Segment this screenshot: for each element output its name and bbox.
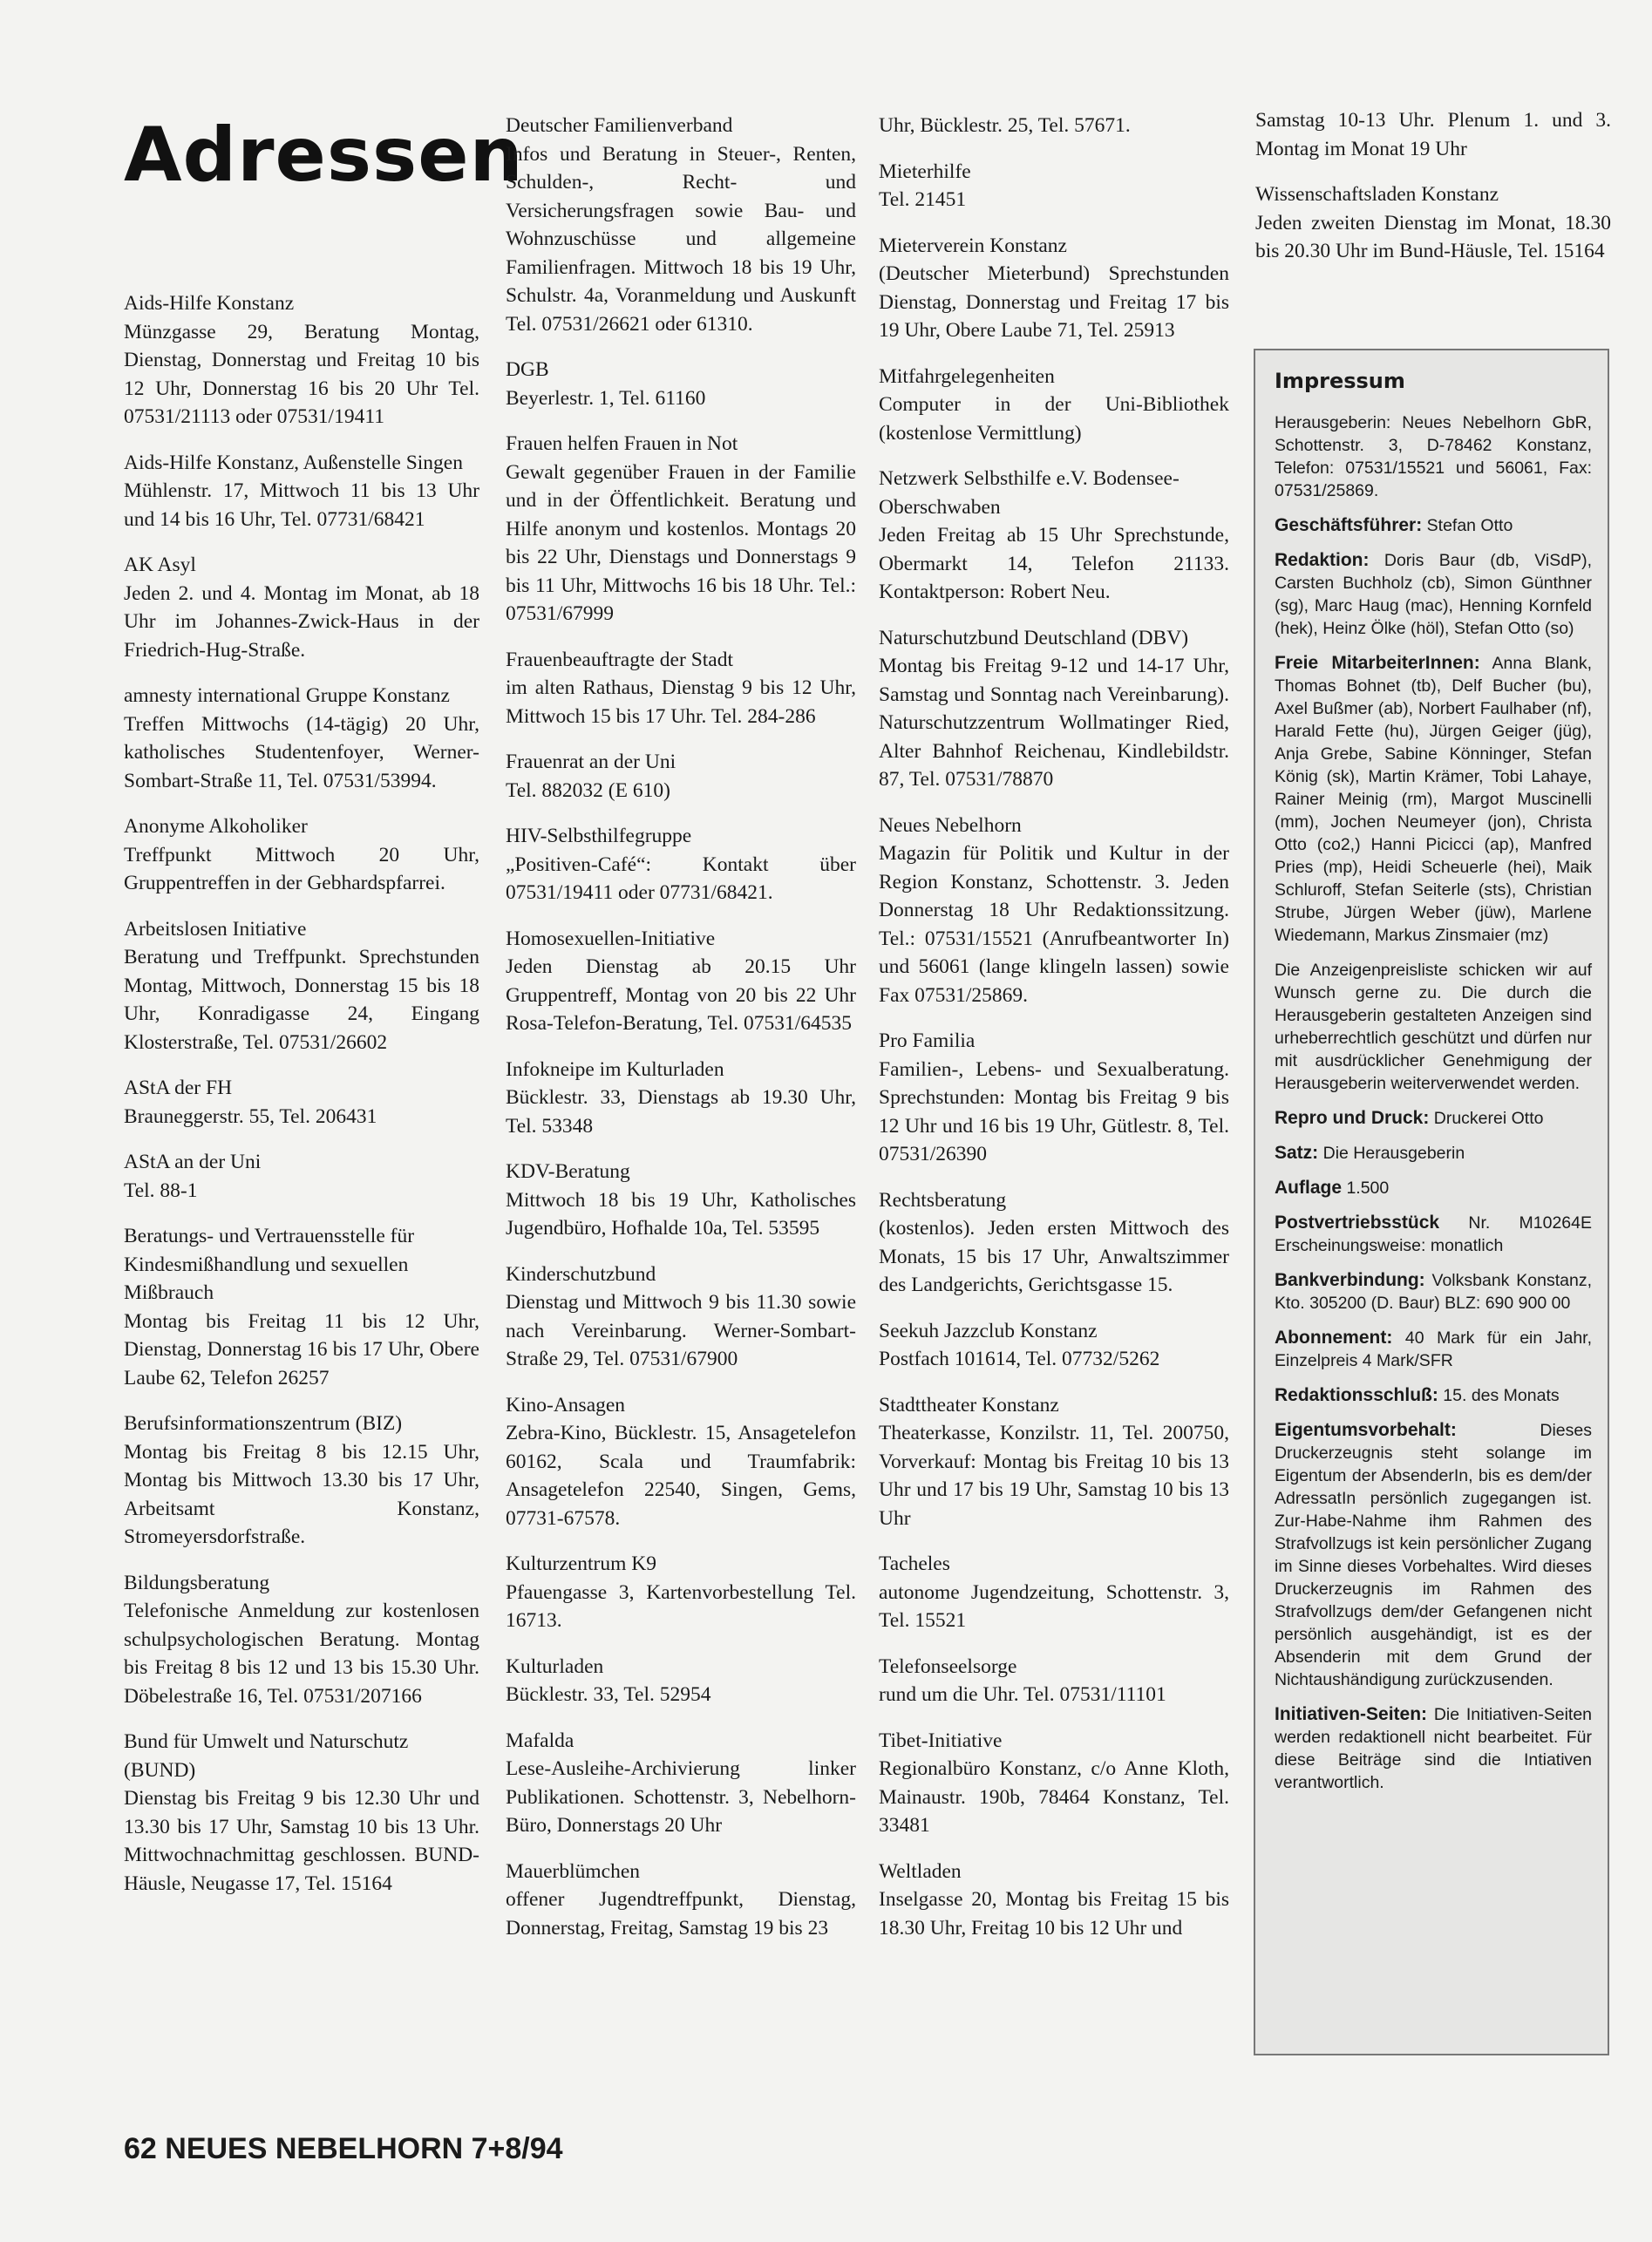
impressum-text: 15. des Monats [1443, 1386, 1560, 1405]
address-entry [879, 1858, 1229, 1943]
impressum-label: Postvertriebsstück [1275, 1213, 1440, 1233]
impressum-label: Satz: [1275, 1143, 1319, 1163]
entry-name: Neues Nebelhorn [879, 813, 1022, 837]
impressum-text: Die Initiativen-Seiten werden redaktionell nicht bearbeitet. Für diese Beiträge sind die Intiativen verantwortlich. [1275, 1705, 1593, 1792]
address-entry [879, 232, 1229, 345]
entry-text: „Positiven-Café“: Kontakt über 07531/19411 oder 07731/68421. [506, 853, 856, 904]
entry-text: (Deutscher Mieterbund) Sprechstunden Dienstag, Donnerstag und Freitag 17 bis 19 Uhr, Obere Laube 71, Tel. 25913 [879, 262, 1229, 342]
impressum-section [1275, 652, 1592, 947]
address-entry [879, 1550, 1229, 1635]
entry-name: AStA der FH [124, 1077, 233, 1099]
entry-text: im alten Rathaus, Dienstag 9 bis 12 Uhr, Mittwoch 15 bis 17 Uhr. Tel. 284-286 [506, 676, 856, 728]
entry-text: Pfauengasse 3, Kartenvorbestellung Tel. 16713. [506, 1580, 856, 1632]
impressum-label: Eigentumsvorbehalt: [1275, 1420, 1457, 1440]
entry-name: Tibet-Initiative [879, 1729, 1003, 1752]
entry-text: Montag bis Freitag 9-12 und 14-17 Uhr, Samstag und Sonntag nach Vereinbarung). Naturschutzzentrum Wollmatinger Ried, Alter Bahnhof Reichenau, Kindlebildstr. 87, Tel. 07531/78870 [879, 655, 1229, 791]
address-column-1 [124, 289, 479, 1915]
entry-name: Netzwerk Selbsthilfe e.V. Bodensee-Oberschwaben [879, 467, 1180, 519]
address-entry [124, 1569, 479, 1711]
impressum-label: Auflage [1275, 1178, 1343, 1198]
entry-text: Computer in der Uni-Bibliothek (kostenlose Vermittlung) [879, 393, 1229, 445]
impressum-section [1275, 1177, 1592, 1199]
address-entry [124, 682, 479, 795]
address-entry [124, 812, 479, 898]
page-footer: 62 NEUES NEBELHORN 7+8/94 [124, 2132, 563, 2165]
entry-text: Tel. 88-1 [124, 1179, 198, 1202]
entry-text: Mühlenstr. 17, Mittwoch 11 bis 13 Uhr und 14 bis 16 Uhr, Tel. 07731/68421 [124, 479, 479, 531]
entry-name: Pro Familia [879, 1029, 976, 1052]
entry-name: Beratungs- und Vertrauensstelle für Kindesmißhandlung und sexuellen Mißbrauch [124, 1225, 415, 1304]
entry-name: Kino-Ansagen [506, 1393, 626, 1417]
address-entry [879, 363, 1229, 448]
entry-text: Infos und Beratung in Steuer-, Renten, Schulden-, Recht- und Versicherungsfragen sowie Bau- und Wohnzuschüsse und allgemeine Familienfragen. Mittwoch 18 bis 19 Uhr, Schulstr. 4a, Voranmeldung und Auskunft Tel. 07531/26621 oder 61310. [506, 142, 856, 336]
entry-text: Zebra-Kino, Bücklestr. 15, Ansagetelefon 60162, Scala und Traumfabrik: Ansagetelefon 22540, Singen, Gems, 07731-67578. [506, 1422, 856, 1530]
impressum-section [1275, 1384, 1592, 1407]
address-entry [879, 1186, 1229, 1300]
address-entry [879, 1727, 1229, 1840]
impressum-text: Nr. M10264E Erscheinungsweise: monatlich [1275, 1213, 1593, 1255]
entry-name: Mitfahrgelegenheiten [879, 364, 1055, 388]
impressum-section [1275, 1107, 1592, 1130]
page-title: Adressen [124, 112, 524, 199]
impressum-section [1275, 1212, 1592, 1257]
entry-name: Frauenbeauftragte der Stadt [506, 648, 734, 671]
impressum-section [1275, 1142, 1592, 1165]
entry-text: Treffen Mittwochs (14-tägig) 20 Uhr, katholisches Studentenfoyer, Werner-Sombart-Straße 11, Tel. 07531/53994. [124, 712, 479, 792]
address-entry [124, 915, 479, 1057]
entry-text: Montag bis Freitag 8 bis 12.15 Uhr, Montag bis Mittwoch 13.30 bis 17 Uhr, Arbeitsamt Konstanz, Stromeyersdorfstraße. [124, 1440, 479, 1548]
entry-name: Rechtsberatung [879, 1188, 1007, 1212]
address-entry [879, 465, 1229, 607]
entry-name: AK Asyl [124, 554, 196, 576]
entry-name: DGB [506, 358, 549, 381]
entry-name: Weltladen [879, 1859, 962, 1883]
impressum-text: Doris Baur (db, ViSdP), Carsten Buchholz (cb), Simon Günthner (sg), Marc Haug (mac), Henning Kornfeld (hek), Heinz Ölke (höl), Stefan Otto (so) [1275, 551, 1592, 638]
address-entry [879, 158, 1229, 214]
entry-text: offener Jugendtreffpunkt, Dienstag, Donnerstag, Freitag, Samstag 19 bis 23 [506, 1888, 856, 1940]
entry-text: Bücklestr. 33, Dienstags ab 19.30 Uhr, Tel. 53348 [506, 1086, 856, 1138]
address-entry [506, 1158, 856, 1243]
impressum-section [1275, 959, 1592, 1095]
address-entry [124, 551, 479, 664]
address-column-2 [506, 112, 856, 1960]
entry-text: Tel. 21451 [879, 188, 967, 211]
entry-name: Kulturzentrum K9 [506, 1552, 656, 1575]
entry-text: Telefonische Anmeldung zur kostenlosen schulpsychologischen Beratung. Montag bis Freitag 8 bis 12 und 13 bis 15.30 Uhr. Döbelestraße 16, Tel. 07531/207166 [124, 1600, 479, 1708]
impressum-label: Bankverbindung: [1275, 1270, 1425, 1290]
address-entry [879, 1653, 1229, 1709]
impressum-section [1275, 549, 1592, 640]
entry-name: Mauerblümchen [506, 1859, 641, 1883]
entry-name: Deutscher Familienverband [506, 114, 733, 137]
impressum-label: Abonnement: [1275, 1328, 1393, 1348]
address-entry [506, 646, 856, 731]
impressum-text: 40 Mark für ein Jahr, Einzelpreis 4 Mark/SFR [1275, 1328, 1593, 1370]
entry-text: Jeden Freitag ab 15 Uhr Sprechstunde, Obermarkt 14, Telefon 21133. Kontaktperson: Robert Neu. [879, 524, 1229, 603]
address-entry [506, 1653, 856, 1709]
impressum-text: Die Herausgeberin [1322, 1144, 1465, 1163]
entry-name: Kinderschutzbund [506, 1262, 656, 1286]
address-entry [506, 112, 856, 338]
entry-text: autonome Jugendzeitung, Schottenstr. 3, Tel. 15521 [879, 1580, 1229, 1632]
impressum-section [1275, 1269, 1592, 1315]
address-entry [124, 1410, 479, 1552]
entry-name: Mieterhilfe [879, 160, 971, 183]
impressum-label: Repro und Druck: [1275, 1108, 1430, 1128]
entry-name: Naturschutzbund Deutschland (DBV) [879, 626, 1189, 649]
address-entry [506, 1260, 856, 1374]
address-entry [879, 812, 1229, 1010]
entry-text: Mittwoch 18 bis 19 Uhr, Katholisches Jugendbüro, Hofhalde 10a, Tel. 53595 [506, 1188, 856, 1240]
address-entry [124, 1074, 479, 1131]
entry-text: Samstag 10-13 Uhr. Plenum 1. und 3. Montag im Monat 19 Uhr [1255, 109, 1611, 160]
impressum-section [1275, 1419, 1592, 1691]
entry-name: Wissenschaftsladen Konstanz [1255, 183, 1499, 206]
entry-name: Berufsinformationszentrum (BIZ) [124, 1412, 403, 1435]
entry-name: Aids-Hilfe Konstanz, Außenstelle Singen [124, 451, 463, 474]
entry-text: Dienstag und Mittwoch 9 bis 11.30 sowie nach Vereinbarung. Werner-Sombart-Straße 29, Tel. 07531/67900 [506, 1291, 856, 1370]
address-entry [506, 1391, 856, 1533]
impressum-text: 1.500 [1346, 1179, 1390, 1198]
impressum-label: Initiativen-Seiten: [1275, 1704, 1428, 1724]
impressum-section [1275, 514, 1592, 537]
entry-name: AStA an der Uni [124, 1151, 262, 1173]
address-entry [124, 1728, 479, 1898]
entry-text: Magazin für Politik und Kultur in der Region Konstanz, Schottenstr. 3. Jeden Donnerstag 18 Uhr Redaktionssitzung. Tel.: 07531/15521 (Anrufbeantworter In) und 56061 (lange klingeln lassen) sowie Fax 07531/25869. [879, 842, 1229, 1007]
address-entry [1255, 180, 1611, 266]
entry-name: HIV-Selbsthilfegruppe [506, 825, 692, 847]
entry-name: amnesty international Gruppe Konstanz [124, 684, 450, 707]
entry-text: Dienstag bis Freitag 9 bis 12.30 Uhr und 13.30 bis 17 Uhr, Samstag 10 bis 13 Uhr. Mittwochnachmittag geschlossen. BUND-Häusle, Neugasse 17, Tel. 15164 [124, 1787, 479, 1895]
address-entry [879, 1317, 1229, 1374]
entry-text: Gewalt gegenüber Frauen in der Familie und in der Öffentlichkeit. Beratung und Hilfe anonym und kostenlos. Montags 20 bis 22 Uhr, Dienstags und Donnerstags 9 bis 11 Uhr, Mittwochs 16 bis 18 Uhr. Tel.: 07531/67999 [506, 460, 856, 625]
entry-text: Jeden 2. und 4. Montag im Monat, ab 18 Uhr im Johannes-Zwick-Haus in der Friedrich-Hug-Straße. [124, 581, 479, 662]
entry-name: Mafalda [506, 1729, 574, 1752]
address-entry [124, 449, 479, 534]
address-entry [879, 1027, 1229, 1169]
entry-name: Frauenrat an der Uni [506, 751, 676, 773]
entry-text: Theaterkasse, Konzilstr. 11, Tel. 200750, Vorverkauf: Montag bis Freitag 10 bis 13 Uhr und 17 bis 19 Uhr, Samstag 10 bis 13 Uhr [879, 1422, 1229, 1530]
entry-name: Anonyme Alkoholiker [124, 815, 308, 838]
entry-text: Montag bis Freitag 11 bis 12 Uhr, Dienstag, Donnerstag 16 bis 17 Uhr, Obere Laube 62, Telefon 26257 [124, 1309, 479, 1389]
address-entry [506, 748, 856, 805]
address-entry [1255, 106, 1611, 163]
address-entry [124, 1222, 479, 1392]
address-entry [506, 1056, 856, 1141]
impressum-label: Geschäftsführer: [1275, 515, 1423, 535]
address-entry [879, 624, 1229, 794]
address-entry [506, 1550, 856, 1635]
entry-name: Infokneipe im Kulturladen [506, 1057, 724, 1081]
impressum-label: Redaktion: [1275, 550, 1370, 570]
impressum-text: Volksbank Konstanz, Kto. 305200 (D. Baur) BLZ: 690 900 00 [1275, 1271, 1592, 1313]
entry-name: KDV-Beratung [506, 1160, 630, 1183]
address-entry [879, 112, 1229, 140]
address-entry [124, 289, 479, 431]
entry-text: Familien-, Lebens- und Sexualberatung. Sprechstunden: Montag bis Freitag 9 bis 12 Uhr und 16 bis 19 Uhr, Gütlestr. 8, Tel. 07531/26390 [879, 1057, 1229, 1165]
entry-text: Münzgasse 29, Beratung Montag, Dienstag, Donnerstag und Freitag 10 bis 12 Uhr, Donnerstag 16 bis 20 Uhr Tel. 07531/21113 oder 07531/19411 [124, 320, 479, 428]
address-entry [506, 822, 856, 907]
impressum-label: Freie MitarbeiterInnen: [1275, 653, 1480, 673]
address-entry [124, 1148, 479, 1205]
entry-text: Inselgasse 20, Montag bis Freitag 15 bis 18.30 Uhr, Freitag 10 bis 12 Uhr und [879, 1888, 1229, 1940]
entry-name: Bund für Umwelt und Naturschutz (BUND) [124, 1730, 409, 1782]
entry-text: Regionalbüro Konstanz, c/o Anne Kloth, Mainaustr. 190b, 78464 Konstanz, Tel. 33481 [879, 1757, 1229, 1837]
entry-text: Bücklestr. 33, Tel. 52954 [506, 1683, 711, 1706]
entry-name: Aids-Hilfe Konstanz [124, 292, 295, 315]
entry-text: Jeden zweiten Dienstag im Monat, 18.30 bis 20.30 Uhr im Bund-Häusle, Tel. 15164 [1255, 211, 1611, 262]
impressum-text: Herausgeberin: Neues Nebelhorn GbR, Schottenstr. 3, D-78462 Konstanz, Telefon: 07531/15521 und 56061, Fax: 07531/25869. [1275, 413, 1592, 500]
entry-text: rund um die Uhr. Tel. 07531/11101 [879, 1683, 1166, 1706]
entry-text: Tel. 882032 (E 610) [506, 778, 670, 802]
impressum-section [1275, 411, 1592, 502]
impressum-title: Impressum [1275, 369, 1405, 393]
address-entry [506, 356, 856, 412]
address-entry [506, 430, 856, 628]
impressum-text: Dieses Druckerzeugnis steht solange im Eigentum der AbsenderIn, bis es dem/der AdressatIn persönlich zugegangen ist. Zur-Habe-Nahme ihm Rahmen des Strafvollzugs ist kein persönlicher Zugang im Sinne dieses Vorbehaltes. Wird dieses Druckerzeugnis im Rahmen des Strafvollzugs dem/der Gefangenen nicht persönlich ausgehändigt, ist es der Absenderin mit dem Grund der Nichtaushändigung zurückzusenden. [1275, 1421, 1592, 1689]
entry-text: Treffpunkt Mittwoch 20 Uhr, Gruppentreffen in der Gebhardspfarrei. [124, 843, 479, 894]
impressum-text: Stefan Otto [1426, 516, 1513, 535]
entry-name: Homosexuellen-Initiative [506, 927, 716, 950]
impressum-section [1275, 1703, 1592, 1794]
impressum-box [1254, 349, 1609, 2055]
entry-text: Postfach 101614, Tel. 07732/5262 [879, 1348, 1160, 1370]
entry-text: Uhr, Bücklestr. 25, Tel. 57671. [879, 114, 1131, 137]
entry-name: Stadttheater Konstanz [879, 1393, 1059, 1417]
impressum-section [1275, 1327, 1592, 1372]
entry-name: Mieterverein Konstanz [879, 234, 1067, 257]
entry-name: Telefonseelsorge [879, 1654, 1017, 1678]
entry-name: Arbeitslosen Initiative [124, 917, 307, 941]
entry-name: Frauen helfen Frauen in Not [506, 432, 738, 455]
address-entry [879, 1391, 1229, 1533]
entry-name: Kulturladen [506, 1654, 604, 1678]
impressum-text: Die Anzeigenpreisliste schicken wir auf Wunsch gerne zu. Die durch die Herausgeberin gestalteten Anzeigen sind urheberrechtlich geschützt und dürfen nur mit ausdrücklicher Genehmigung der Herausgeberin weiterverwendet werden. [1275, 961, 1592, 1093]
entry-text: (kostenlos). Jeden ersten Mittwoch des Monats, 15 bis 17 Uhr, Anwaltszimmer des Landgerichts, Gerichtsgasse 15. [879, 1217, 1229, 1296]
impressum-text: Druckerei Otto [1433, 1109, 1544, 1128]
address-entry [506, 1727, 856, 1840]
entry-text: Brauneggerstr. 55, Tel. 206431 [124, 1104, 377, 1128]
entry-text: Lese-Ausleihe-Archivierung linker Publikationen. Schottenstr. 3, Nebelhorn-Büro, Donnerstags 20 Uhr [506, 1757, 856, 1837]
impressum-text: Anna Blank, Thomas Bohnet (tb), Delf Bucher (bu), Axel Bußmer (ab), Norbert Faulhaber (nf), Harald Fette (hu), Jürgen Geiger (jüg), Anja Grebe, Sabine Könninger, Stefan König (sk), Martin Krämer, Tobi Lahaye, Rainer Meinig (rm), Margot Muscinelli (mm), Jochen Neumeyer (jon), Christa Otto (co2,) Hanni Picicci (ap), Manfred Pries (mp), Heidi Scheuerle (hei), Maik Schluroff, Stefan Seiterle (sts), Christian Strube, Jürgen Weber (jüw), Marlene Wiedemann, Markus Zinsmaier (mz) [1275, 654, 1592, 945]
entry-name: Tacheles [879, 1552, 950, 1575]
entry-text: Jeden Dienstag ab 20.15 Uhr Gruppentreff, Montag von 20 bis 22 Uhr Rosa-Telefon-Beratung, Tel. 07531/64535 [506, 955, 856, 1035]
entry-text: Beratung und Treffpunkt. Sprechstunden Montag, Mittwoch, Donnerstag 15 bis 18 Uhr, Konradigasse 24, Eingang Klosterstraße, Tel. 07531/26602 [124, 946, 479, 1054]
address-column-4 [1255, 106, 1611, 283]
address-column-3 [879, 112, 1229, 1960]
entry-name: Seekuh Jazzclub Konstanz [879, 1319, 1098, 1342]
address-entry [506, 1858, 856, 1943]
impressum-label: Redaktionsschluß: [1275, 1385, 1438, 1405]
entry-name: Bildungsberatung [124, 1571, 270, 1594]
address-entry [506, 925, 856, 1038]
entry-text: Beyerlestr. 1, Tel. 61160 [506, 386, 706, 410]
impressum-body [1275, 411, 1592, 1794]
